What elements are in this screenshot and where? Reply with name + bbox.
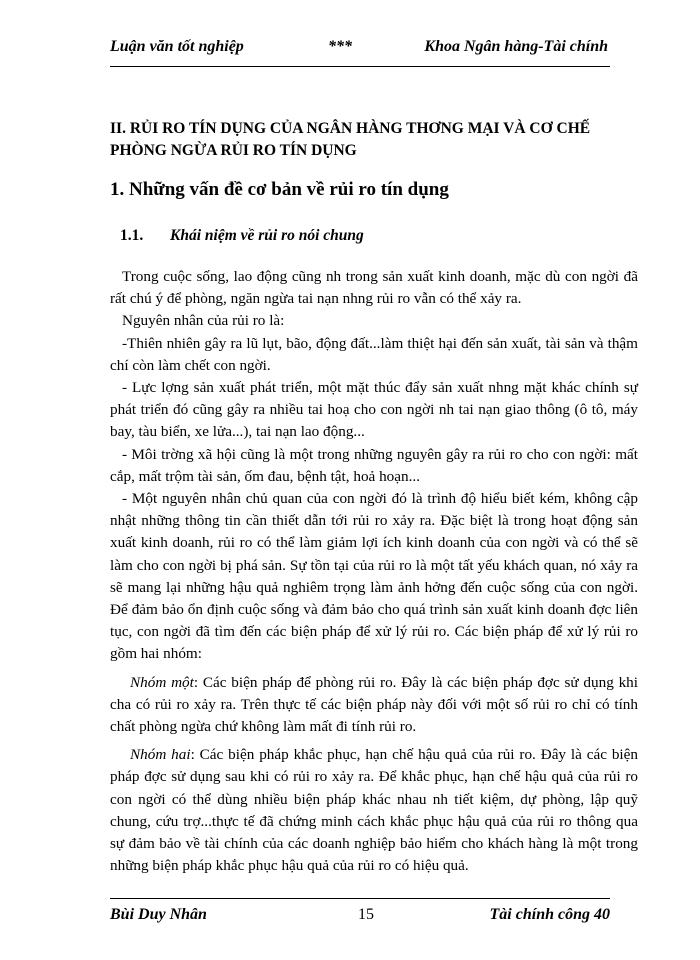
page-header: [110, 38, 608, 62]
group-two-label: Nhóm hai: [130, 746, 191, 764]
page-number: 15: [358, 906, 374, 923]
footer-left: Bùi Duy Nhân: [110, 906, 207, 923]
paragraph: - Lực lợng sản xuất phát triển, một mặt thúc đẩy sản xuất nhng mặt khác chính sự phát triển đó cũng gây ra nhiều tai hoạ cho con ngời nh tai nạn giao thông (ô tô, máy bay, tàu biển, xe lửa...), tai nạn lao động...: [110, 379, 638, 441]
header-right: Khoa Ngân hàng-Tài chính: [424, 38, 608, 55]
group-one-text: : Các biện pháp để phòng rủi ro. Đây là các biện pháp đợc sử dụng khi cha có rủi ro xảy ra. Trên thực tế các biện pháp này đối với một số rủi ro chỉ có tính chất phòng ngừa chứ không làm mất đi tính rủi ro.: [110, 673, 638, 736]
group-one-label: Nhóm một: [130, 673, 194, 691]
paragraph: Nguyên nhân của rủi ro là:: [122, 312, 285, 330]
paragraph-group-one: [110, 672, 638, 739]
heading-2-text: Khái niệm về rủi ro nói chung: [170, 227, 364, 244]
header-center: ***: [328, 38, 352, 55]
body-text: [110, 266, 638, 877]
header-rule: [110, 66, 610, 67]
section-title: II. RỦI RO TÍN DỤNG CỦA NGÂN HÀNG THƠNG MẠI VÀ CƠ CHẾ PHÒNG NGỪA RỦI RO TÍN DỤNG: [110, 120, 591, 159]
header-left: Luận văn tốt nghiệp: [110, 38, 244, 55]
heading-2: [120, 227, 364, 245]
page-footer: [110, 906, 610, 930]
paragraph: Trong cuộc sống, lao động cũng nh trong sản xuất kinh doanh, mặc dù con ngời đã rất chú ý để phòng, ngăn ngừa tai nạn nhng rủi ro vẫn có thể xảy ra.: [110, 268, 638, 308]
group-two-text: : Các biện pháp khắc phục, hạn chế hậu quả của rủi ro. Đây là các biện pháp đợc sử dụng sau khi có rủi ro xảy ra. Để khắc phục, hạn chế hậu quả của rủi ro con ngời có thể dùng nhiều biện pháp khác nhau nh tiết kiệm, dự phòng, lập quỹ chung, cứu trợ...thực tế đã chứng minh cách khắc phục hậu quả của rủi ro thông qua sự đảm bảo về tài chính của các doanh nghiệp bảo hiểm cho khách hàng là một trong những biện pháp khắc phục hậu quả của rủi ro có hiệu quả.: [110, 746, 638, 875]
footer-right: Tài chính công 40: [489, 906, 610, 923]
footer-rule: [110, 898, 610, 899]
heading-1: 1. Những vấn đề cơ bản về rủi ro tín dụng: [110, 179, 449, 200]
paragraph-group-two: [110, 744, 638, 877]
paragraph: - Môi trờng xã hội cũng là một trong những nguyên gây ra rủi ro cho con ngời: mất cắp, mất trộm tài sản, ốm đau, bệnh tật, hoả hoạn...: [110, 445, 638, 485]
heading-2-number: 1.1.: [120, 227, 144, 244]
paragraph: - Một nguyên nhân chủ quan của con ngời đó là trình độ hiểu biết kém, không cập nhật những thông tin cần thiết dẫn tới rủi ro xảy ra. Đặc biệt là trong hoạt động sản xuất kinh doanh, rủi ro có thể làm giảm lợi ích kinh doanh của con ngời và có thể sẽ làm cho con ngời bị phá sản. Sự tồn tại của rủi ro là một tất yếu khách quan, nó xảy ra sẽ mang lại những hậu quả nghiêm trọng làm ảnh hởng đến cuộc sống của con ngời. Để đảm bảo ổn định cuộc sống và đảm bảo cho quá trình sản xuất kinh doanh đợc liên tục, con ngời đã tìm đến các biện pháp để xử lý rủi ro. Các biện pháp để xử lý rủi ro gồm hai nhóm:: [110, 490, 638, 663]
paragraph: -Thiên nhiên gây ra lũ lụt, bão, động đất...làm thiệt hại đến sản xuất, tài sản và thậm chí còn làm chết con ngời.: [110, 334, 638, 374]
